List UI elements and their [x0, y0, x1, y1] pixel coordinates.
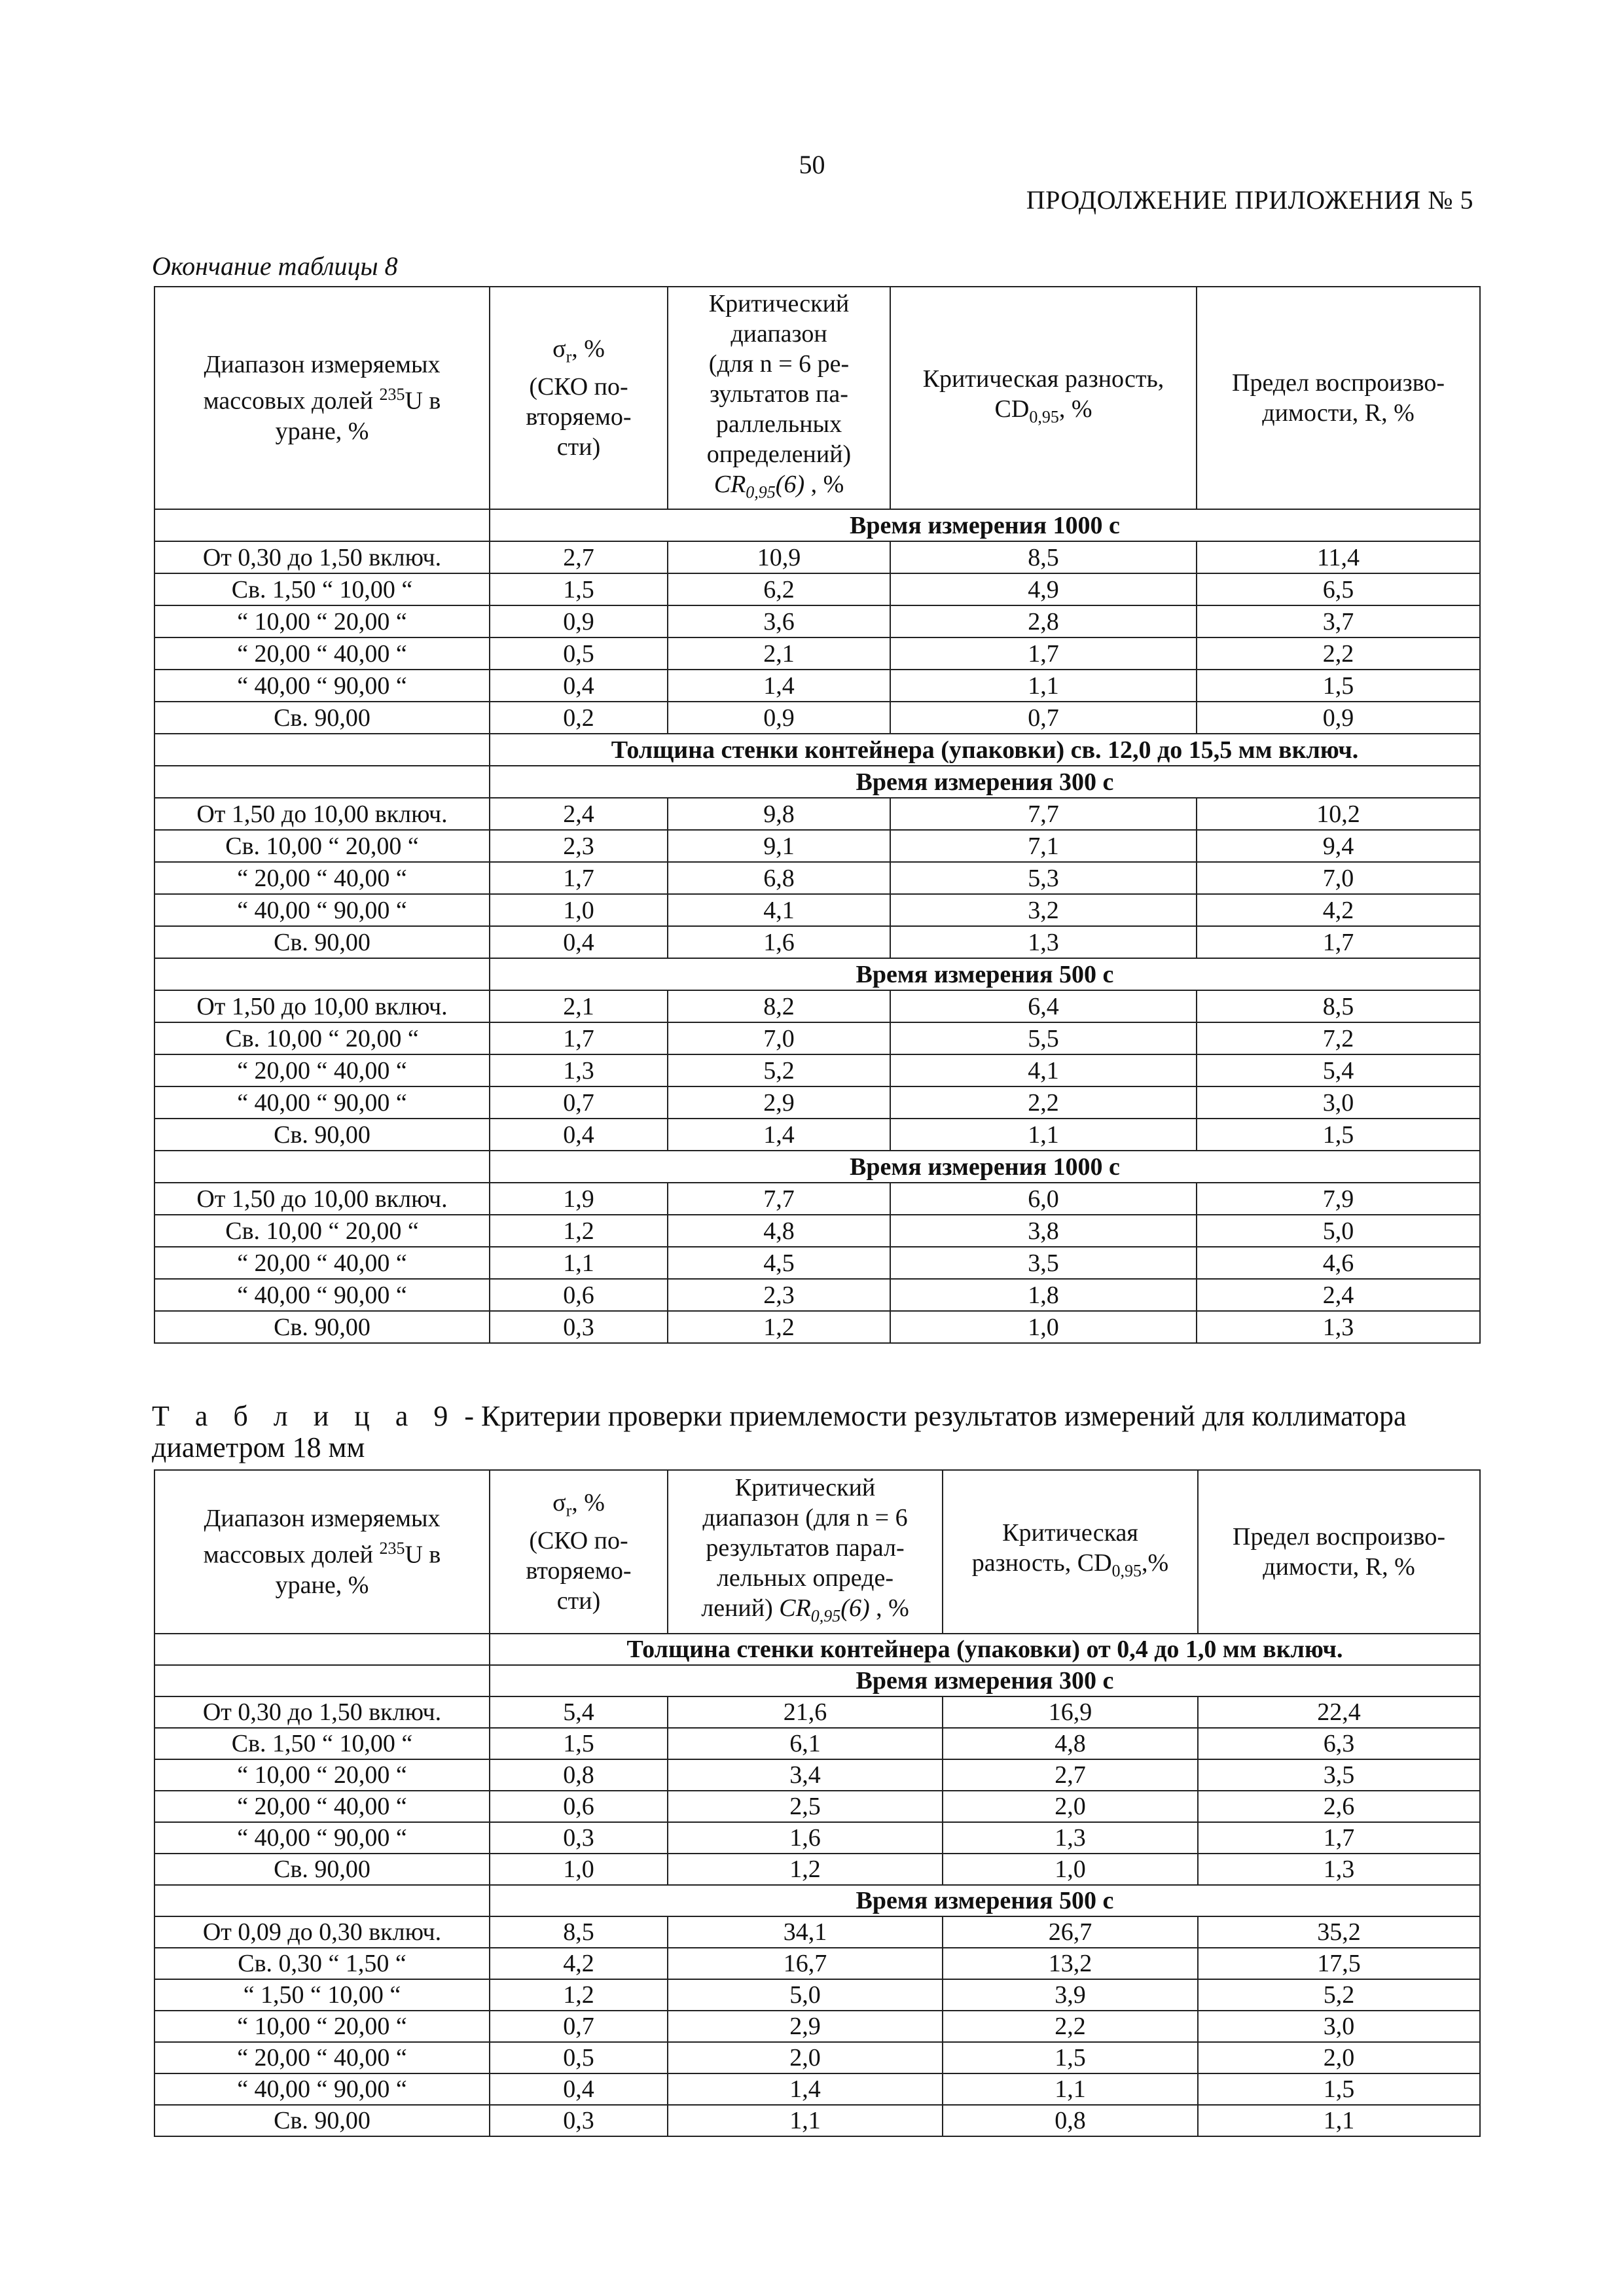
cell-range: От 0,30 до 1,50 включ.	[154, 541, 490, 573]
table-row	[154, 926, 1480, 958]
table8-header-cr: Критический диапазон (для n = 6 ре- зультатов па- раллельных определений) $CR_{0,95}(6)$ , %	[668, 287, 890, 509]
cell-cd: 13,2	[943, 1948, 1198, 1979]
cell-range: Св. 90,00	[154, 2105, 490, 2136]
cell-cd: 1,7	[890, 637, 1197, 670]
cell-r: 3,0	[1197, 1086, 1480, 1119]
cell-sigma: 0,4	[490, 1119, 668, 1151]
cell-r: 5,2	[1198, 1979, 1480, 2011]
cell-range: Св. 90,00	[154, 702, 490, 734]
cell-cd: 1,8	[890, 1279, 1197, 1311]
table-row	[154, 2042, 1480, 2073]
cell-cr: 6,1	[668, 1728, 943, 1759]
cell-cr: 6,2	[668, 573, 890, 605]
cell-sigma: 0,6	[490, 1279, 668, 1311]
section-blank-cell	[154, 734, 490, 766]
cell-range: Св. 10,00 “ 20,00 “	[154, 1215, 490, 1247]
cell-cr: 8,2	[668, 990, 890, 1022]
cell-cd: 3,9	[943, 1979, 1198, 2011]
cell-range: Св. 90,00	[154, 1119, 490, 1151]
cell-sigma: 1,0	[490, 1854, 668, 1885]
table8-caption: Окончание таблицы 8	[152, 251, 398, 281]
cell-cd: 6,0	[890, 1183, 1197, 1215]
cell-cr: 3,6	[668, 605, 890, 637]
table9-header-sigma: $\sigma_r$, % (СКО по- вторяемо- сти)	[490, 1470, 668, 1634]
cell-sigma: 0,4	[490, 670, 668, 702]
table-row	[154, 894, 1480, 926]
cell-cd: 1,5	[943, 2042, 1198, 2073]
cell-cr: 6,8	[668, 862, 890, 894]
table-row	[154, 1979, 1480, 2011]
table-row	[154, 1215, 1480, 1247]
cell-cd: 8,5	[890, 541, 1197, 573]
cell-range: Св. 10,00 “ 20,00 “	[154, 830, 490, 862]
table9-header-row	[154, 1470, 1480, 1634]
cell-cr: 5,0	[668, 1979, 943, 2011]
cell-r: 1,5	[1197, 670, 1480, 702]
cell-range: От 0,30 до 1,50 включ.	[154, 1696, 490, 1728]
table-8	[154, 286, 1481, 1344]
cell-cr: 7,0	[668, 1022, 890, 1054]
table-row	[154, 1822, 1480, 1854]
cell-cd: 1,3	[890, 926, 1197, 958]
table-row	[154, 605, 1480, 637]
appendix-heading: ПРОДОЛЖЕНИЕ ПРИЛОЖЕНИЯ № 5	[1026, 185, 1473, 215]
section-heading: Толщина стенки контейнера (упаковки) от 0,4 до 1,0 мм включ.	[490, 1634, 1480, 1665]
cell-sigma: 1,0	[490, 894, 668, 926]
table-row	[154, 990, 1480, 1022]
table8-header-range: Диапазон измеряемых массовых долей $^{235}$U в уране, %	[154, 287, 490, 509]
cell-range: “ 10,00 “ 20,00 “	[154, 605, 490, 637]
cell-range: Св. 1,50 “ 10,00 “	[154, 1728, 490, 1759]
cell-cd: 2,8	[890, 605, 1197, 637]
cell-sigma: 0,8	[490, 1759, 668, 1791]
table-row	[154, 702, 1480, 734]
table-row	[154, 573, 1480, 605]
table9-header-cd: Критическая разность, $CD_{0,95},\%$	[943, 1470, 1198, 1634]
cell-r: 7,2	[1197, 1022, 1480, 1054]
cell-cr: 1,4	[668, 2073, 943, 2105]
cell-r: 1,5	[1197, 1119, 1480, 1151]
cell-cr: 2,3	[668, 1279, 890, 1311]
section-blank-cell	[154, 958, 490, 990]
cell-r: 6,3	[1198, 1728, 1480, 1759]
cell-cr: 7,7	[668, 1183, 890, 1215]
cell-range: Св. 10,00 “ 20,00 “	[154, 1022, 490, 1054]
cell-r: 2,2	[1197, 637, 1480, 670]
table-row	[154, 541, 1480, 573]
cell-cd: 1,0	[890, 1311, 1197, 1343]
cell-cr: 16,7	[668, 1948, 943, 1979]
table9-header-r: Предел воспроизво- димости, R, %	[1198, 1470, 1480, 1634]
section-blank-cell	[154, 1665, 490, 1696]
cell-sigma: 0,3	[490, 2105, 668, 2136]
cell-r: 6,5	[1197, 573, 1480, 605]
cell-cd: 4,9	[890, 573, 1197, 605]
cell-r: 17,5	[1198, 1948, 1480, 1979]
cell-sigma: 0,7	[490, 1086, 668, 1119]
cell-range: “ 20,00 “ 40,00 “	[154, 1247, 490, 1279]
cell-r: 4,2	[1197, 894, 1480, 926]
table-row	[154, 670, 1480, 702]
cell-r: 5,4	[1197, 1054, 1480, 1086]
cell-sigma: 0,3	[490, 1311, 668, 1343]
table-row	[154, 1916, 1480, 1948]
cell-cd: 5,3	[890, 862, 1197, 894]
cell-sigma: 2,3	[490, 830, 668, 862]
cell-r: 2,4	[1197, 1279, 1480, 1311]
cell-cd: 2,0	[943, 1791, 1198, 1822]
cell-range: “ 20,00 “ 40,00 “	[154, 862, 490, 894]
table-row	[154, 1696, 1480, 1728]
cell-r: 3,5	[1198, 1759, 1480, 1791]
cell-cr: 0,9	[668, 702, 890, 734]
section-heading: Время измерения 500 с	[490, 1885, 1480, 1916]
cell-sigma: 1,2	[490, 1979, 668, 2011]
cell-range: От 1,50 до 10,00 включ.	[154, 1183, 490, 1215]
cell-r: 1,3	[1197, 1311, 1480, 1343]
section-heading: Толщина стенки контейнера (упаковки) св. 12,0 до 15,5 мм включ.	[490, 734, 1480, 766]
cell-r: 1,5	[1198, 2073, 1480, 2105]
table-row	[154, 2105, 1480, 2136]
cell-range: “ 40,00 “ 90,00 “	[154, 1279, 490, 1311]
cell-range: “ 40,00 “ 90,00 “	[154, 670, 490, 702]
section-heading: Время измерения 1000 с	[490, 509, 1480, 541]
cell-cr: 2,9	[668, 2011, 943, 2042]
cell-range: “ 20,00 “ 40,00 “	[154, 637, 490, 670]
cell-r: 1,1	[1198, 2105, 1480, 2136]
cell-r: 2,0	[1198, 2042, 1480, 2073]
table-row	[154, 1086, 1480, 1119]
table-9	[154, 1469, 1481, 2137]
cell-cr: 1,4	[668, 670, 890, 702]
cell-cd: 2,7	[943, 1759, 1198, 1791]
table-section-row	[154, 1151, 1480, 1183]
table8-header-sigma: $\sigma_r$, % (СКО по- вторяемо- сти)	[490, 287, 668, 509]
cell-cr: 5,2	[668, 1054, 890, 1086]
cell-r: 7,0	[1197, 862, 1480, 894]
cell-cd: 0,7	[890, 702, 1197, 734]
cell-range: “ 10,00 “ 20,00 “	[154, 1759, 490, 1791]
cell-cd: 1,0	[943, 1854, 1198, 1885]
table9-title-text: - Критерии проверки приемлемости результатов измерений для коллиматора диаметром 18 мм	[152, 1400, 1407, 1463]
cell-cd: 1,1	[943, 2073, 1198, 2105]
cell-cd: 3,2	[890, 894, 1197, 926]
cell-r: 2,6	[1198, 1791, 1480, 1822]
cell-r: 1,7	[1197, 926, 1480, 958]
table-row	[154, 830, 1480, 862]
section-blank-cell	[154, 1634, 490, 1665]
cell-cd: 6,4	[890, 990, 1197, 1022]
cell-cr: 9,1	[668, 830, 890, 862]
cell-r: 3,0	[1198, 2011, 1480, 2042]
cell-cr: 9,8	[668, 798, 890, 830]
cell-range: Св. 90,00	[154, 1854, 490, 1885]
table8-body	[154, 509, 1480, 1343]
cell-cd: 7,1	[890, 830, 1197, 862]
cell-r: 0,9	[1197, 702, 1480, 734]
section-heading: Время измерения 500 с	[490, 958, 1480, 990]
table-row	[154, 2011, 1480, 2042]
table8-header-row	[154, 287, 1480, 509]
cell-sigma: 5,4	[490, 1696, 668, 1728]
cell-cr: 2,5	[668, 1791, 943, 1822]
cell-r: 3,7	[1197, 605, 1480, 637]
page-number: 50	[799, 150, 825, 179]
cell-sigma: 0,4	[490, 926, 668, 958]
table-row	[154, 1119, 1480, 1151]
cell-cr: 1,2	[668, 1854, 943, 1885]
cell-range: “ 20,00 “ 40,00 “	[154, 2042, 490, 2073]
cell-cr: 4,5	[668, 1247, 890, 1279]
cell-cr: 10,9	[668, 541, 890, 573]
cell-range: “ 10,00 “ 20,00 “	[154, 2011, 490, 2042]
table8-header-r: Предел воспроизво- димости, R, %	[1197, 287, 1480, 509]
cell-cd: 26,7	[943, 1916, 1198, 1948]
cell-r: 11,4	[1197, 541, 1480, 573]
cell-cd: 3,5	[890, 1247, 1197, 1279]
table9-body	[154, 1634, 1480, 2136]
cell-sigma: 1,3	[490, 1054, 668, 1086]
table8-header-cd: Критическая разность, $CD_{0,95}$, %	[890, 287, 1197, 509]
cell-range: Св. 90,00	[154, 926, 490, 958]
cell-cd: 4,1	[890, 1054, 1197, 1086]
table-section-row	[154, 509, 1480, 541]
cell-sigma: 1,5	[490, 1728, 668, 1759]
table-row	[154, 862, 1480, 894]
cell-sigma: 2,1	[490, 990, 668, 1022]
table-row	[154, 1022, 1480, 1054]
section-blank-cell	[154, 1885, 490, 1916]
cell-cd: 1,1	[890, 1119, 1197, 1151]
table-row	[154, 1759, 1480, 1791]
cell-sigma: 8,5	[490, 1916, 668, 1948]
section-blank-cell	[154, 1151, 490, 1183]
cell-range: “ 20,00 “ 40,00 “	[154, 1054, 490, 1086]
cell-cr: 4,8	[668, 1215, 890, 1247]
cell-cd: 16,9	[943, 1696, 1198, 1728]
cell-cd: 1,1	[890, 670, 1197, 702]
cell-range: Св. 0,30 “ 1,50 “	[154, 1948, 490, 1979]
table-row	[154, 637, 1480, 670]
cell-cr: 2,1	[668, 637, 890, 670]
cell-cr: 1,1	[668, 2105, 943, 2136]
cell-range: От 1,50 до 10,00 включ.	[154, 990, 490, 1022]
cell-cd: 2,2	[943, 2011, 1198, 2042]
table-section-row	[154, 766, 1480, 798]
cell-cd: 4,8	[943, 1728, 1198, 1759]
cell-range: От 1,50 до 10,00 включ.	[154, 798, 490, 830]
cell-cd: 0,8	[943, 2105, 1198, 2136]
cell-r: 5,0	[1197, 1215, 1480, 1247]
cell-range: Св. 1,50 “ 10,00 “	[154, 573, 490, 605]
section-blank-cell	[154, 509, 490, 541]
cell-sigma: 1,5	[490, 573, 668, 605]
cell-cd: 1,3	[943, 1822, 1198, 1854]
cell-sigma: 0,9	[490, 605, 668, 637]
table-section-row	[154, 958, 1480, 990]
table-section-row	[154, 1665, 1480, 1696]
cell-r: 10,2	[1197, 798, 1480, 830]
table-row	[154, 1728, 1480, 1759]
cell-cr: 3,4	[668, 1759, 943, 1791]
cell-r: 4,6	[1197, 1247, 1480, 1279]
table-row	[154, 1311, 1480, 1343]
table-section-row	[154, 1634, 1480, 1665]
cell-sigma: 0,2	[490, 702, 668, 734]
section-heading: Время измерения 300 с	[490, 766, 1480, 798]
cell-sigma: 4,2	[490, 1948, 668, 1979]
cell-cr: 4,1	[668, 894, 890, 926]
table-section-row	[154, 1885, 1480, 1916]
section-heading: Время измерения 1000 с	[490, 1151, 1480, 1183]
cell-range: “ 40,00 “ 90,00 “	[154, 1086, 490, 1119]
cell-sigma: 0,7	[490, 2011, 668, 2042]
cell-cd: 3,8	[890, 1215, 1197, 1247]
table-row	[154, 1054, 1480, 1086]
cell-sigma: 0,6	[490, 1791, 668, 1822]
cell-r: 35,2	[1198, 1916, 1480, 1948]
cell-cr: 1,2	[668, 1311, 890, 1343]
cell-r: 1,3	[1198, 1854, 1480, 1885]
section-heading: Время измерения 300 с	[490, 1665, 1480, 1696]
cell-cr: 1,4	[668, 1119, 890, 1151]
cell-r: 8,5	[1197, 990, 1480, 1022]
cell-range: “ 40,00 “ 90,00 “	[154, 894, 490, 926]
table-row	[154, 1247, 1480, 1279]
cell-sigma: 1,9	[490, 1183, 668, 1215]
table-row	[154, 1948, 1480, 1979]
cell-r: 9,4	[1197, 830, 1480, 862]
table9-title	[152, 1401, 1477, 1463]
table-row	[154, 1854, 1480, 1885]
cell-r: 1,7	[1198, 1822, 1480, 1854]
cell-cr: 1,6	[668, 926, 890, 958]
cell-range: “ 40,00 “ 90,00 “	[154, 1822, 490, 1854]
cell-cr: 2,0	[668, 2042, 943, 2073]
table-row	[154, 1791, 1480, 1822]
cell-sigma: 1,7	[490, 1022, 668, 1054]
section-blank-cell	[154, 766, 490, 798]
cell-sigma: 0,5	[490, 2042, 668, 2073]
cell-range: От 0,09 до 0,30 включ.	[154, 1916, 490, 1948]
table-row	[154, 1183, 1480, 1215]
cell-sigma: 0,3	[490, 1822, 668, 1854]
table-row	[154, 2073, 1480, 2105]
cell-cd: 2,2	[890, 1086, 1197, 1119]
cell-range: “ 1,50 “ 10,00 “	[154, 1979, 490, 2011]
cell-cr: 1,6	[668, 1822, 943, 1854]
cell-sigma: 2,4	[490, 798, 668, 830]
table-row	[154, 798, 1480, 830]
cell-range: “ 40,00 “ 90,00 “	[154, 2073, 490, 2105]
cell-cr: 21,6	[668, 1696, 943, 1728]
cell-sigma: 1,7	[490, 862, 668, 894]
cell-cd: 7,7	[890, 798, 1197, 830]
cell-sigma: 2,7	[490, 541, 668, 573]
cell-cd: 5,5	[890, 1022, 1197, 1054]
cell-sigma: 1,1	[490, 1247, 668, 1279]
cell-range: “ 20,00 “ 40,00 “	[154, 1791, 490, 1822]
table-row	[154, 1279, 1480, 1311]
table-section-row	[154, 734, 1480, 766]
cell-range: Св. 90,00	[154, 1311, 490, 1343]
cell-sigma: 1,2	[490, 1215, 668, 1247]
cell-r: 7,9	[1197, 1183, 1480, 1215]
cell-r: 22,4	[1198, 1696, 1480, 1728]
cell-sigma: 0,4	[490, 2073, 668, 2105]
table9-title-label: Т а б л и ц а 9	[152, 1400, 458, 1432]
table9-header-range: Диапазон измеряемых массовых долей $^{235}$U в уране, %	[154, 1470, 490, 1634]
cell-cr: 34,1	[668, 1916, 943, 1948]
cell-sigma: 0,5	[490, 637, 668, 670]
cell-cr: 2,9	[668, 1086, 890, 1119]
table9-header-cr: Критический диапазон (для n = 6 результатов парал- лельных опреде- лений) $CR_{0,95}(6)$ , %	[668, 1470, 943, 1634]
